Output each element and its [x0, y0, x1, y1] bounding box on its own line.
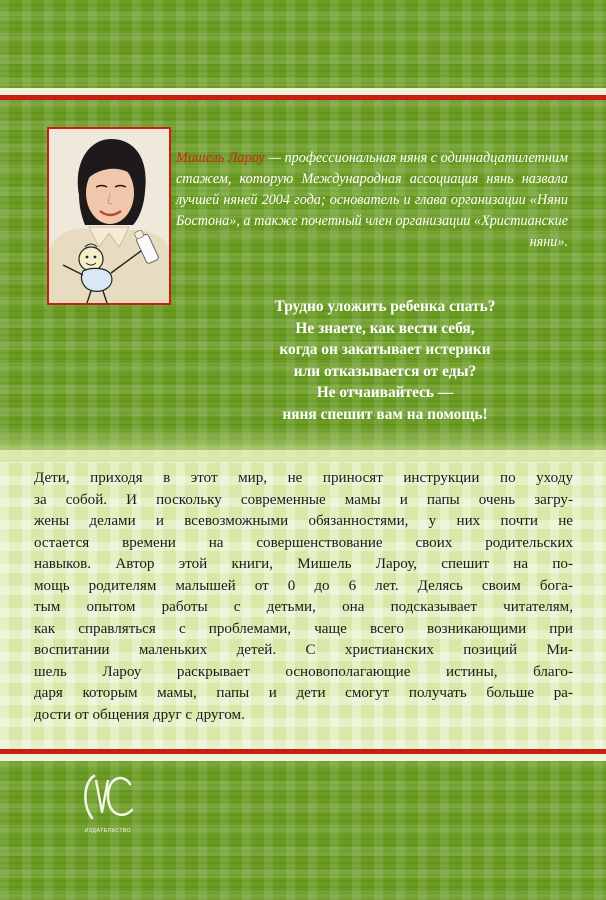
- publisher-label: ИЗДАТЕЛЬСТВО: [84, 828, 132, 834]
- author-bio-text: — профессиональная няня с одиннадцатилетним стажем, которую Международная ассоциация нянь назвала лучшей няней 2004 года; основатель и глава организации «Няни Бостона», а также почетный член организации «Христианские няни».: [176, 150, 568, 250]
- question-line: Не знаете, как вести себя,: [295, 319, 475, 337]
- description-line: за собой. И поскольку современные мамы и папы очень загру-: [34, 491, 573, 508]
- question-line: Трудно уложить ребенка спать?: [274, 298, 496, 315]
- bottom-light-stripe: [0, 754, 606, 761]
- panel-fade: [0, 432, 606, 462]
- description-line: тым опытом работы с детьми, она подсказывает читателям,: [34, 599, 573, 615]
- top-light-stripe: [0, 88, 606, 95]
- question-line: няня спешит вам на помощь!: [282, 405, 488, 423]
- author-name: Мишель Лароу: [176, 150, 265, 166]
- description-line: как справляться с проблемами, чаще всего возникающими при: [34, 620, 573, 637]
- portrait-with-cartoon-baby-icon: [49, 129, 169, 303]
- description-line: шель Лароу раскрывает основополагающие истины, благо-: [34, 663, 573, 680]
- author-photo: [47, 127, 171, 305]
- description-line: навыков. Автор этой книги, Мишель Лароу, спешит на по-: [34, 556, 573, 572]
- question-block: [200, 296, 570, 425]
- question-line: когда он закатывает истерики: [279, 341, 491, 358]
- book-description: [34, 468, 573, 726]
- description-line: дости от общения друг с другом.: [34, 706, 245, 723]
- description-line: воспитании маленьких детей. С христианских позиций Ми-: [34, 642, 573, 658]
- description-line: жены делами и всевозможными обязанностями, у них почти не: [34, 513, 573, 529]
- description-line: даря которым мамы, папы и дети смогут получать больше ра-: [34, 685, 573, 701]
- publisher-logo-icon: [78, 768, 138, 828]
- question-line: Не отчаивайтесь —: [316, 384, 454, 401]
- question-line: или отказывается от еды?: [293, 362, 477, 380]
- description-line: мощь родителям малышей от 0 до 6 лет. Делясь своим бога-: [34, 577, 573, 594]
- description-line: остается времени на совершенствование своих родительских: [34, 534, 573, 551]
- description-line: Дети, приходя в этот мир, не приносят инструкции по уходу: [34, 470, 573, 486]
- author-bio: [176, 148, 568, 253]
- top-red-stripe: [0, 95, 606, 100]
